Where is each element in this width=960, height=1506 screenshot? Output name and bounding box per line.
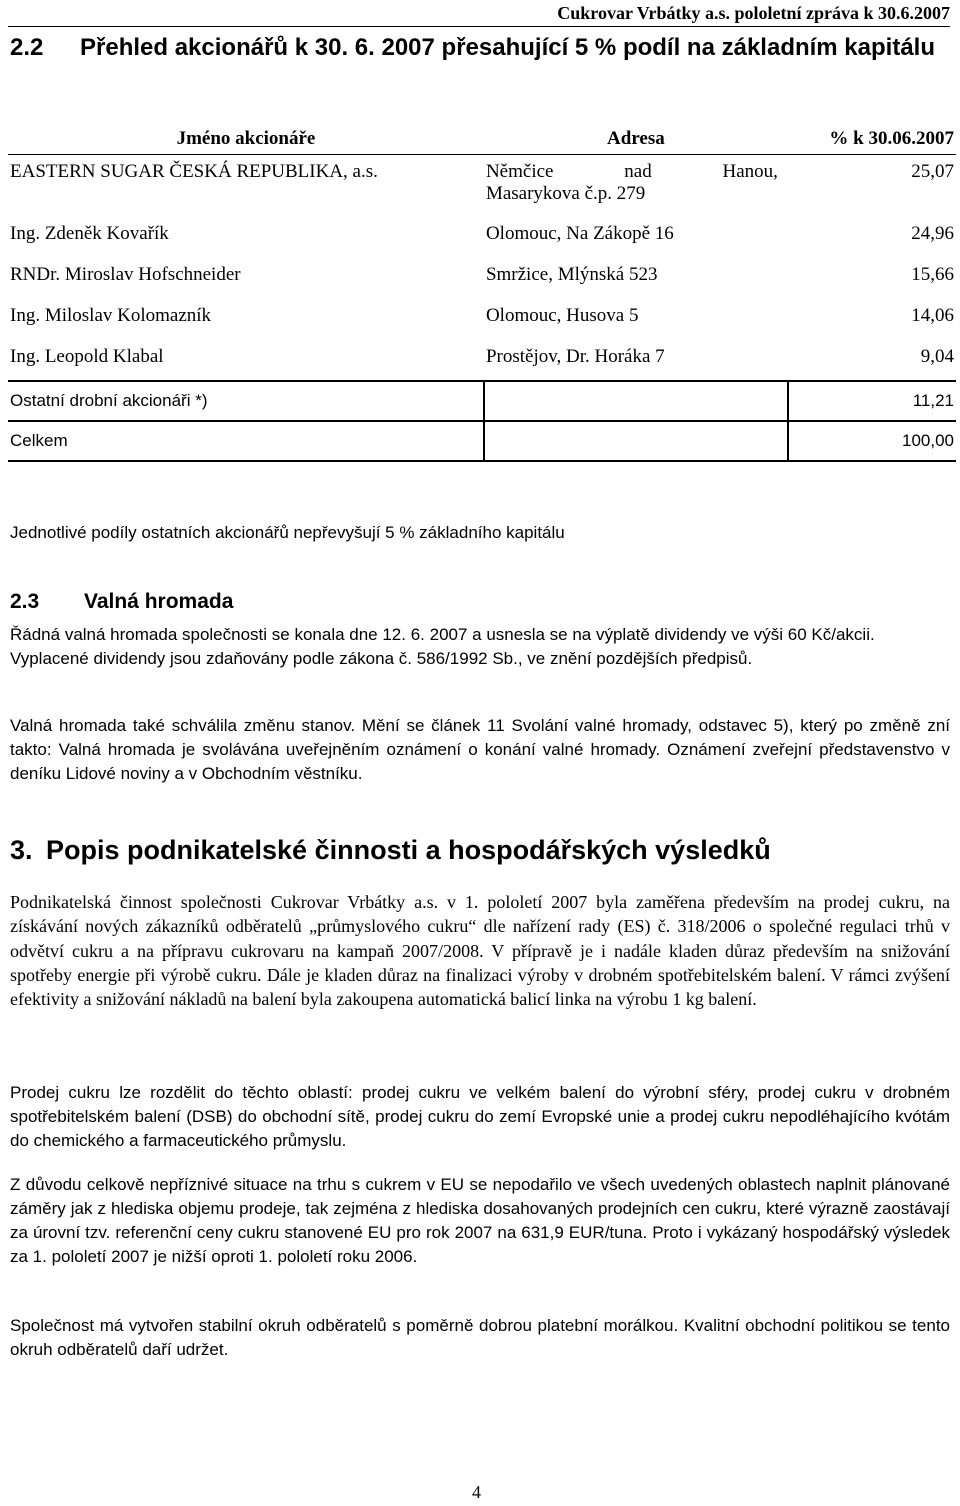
table-row — [8, 258, 956, 299]
cell-percent: 11,21 — [788, 381, 956, 421]
section-2-2-number: 2.2 — [10, 34, 44, 61]
section-3-paragraph-2: Prodej cukru lze rozdělit do těchto oblastí: prodej cukru ve velkém balení do výrobní sféry, prodej cukru v drobném spotřebitelském balení (DSB) do obchodní sítě, prodej cukru do zemí Evropské unie a prodej cukru nepodléhajícího kvótám do chemického a farmaceutického průmyslu. — [10, 1083, 950, 1150]
section-2-2-title: Přehled akcionářů k 30. 6. 2007 přesahující 5 % podíl na základním kapitálu — [80, 34, 935, 61]
cell-percent: 14,06 — [911, 304, 954, 326]
cell-address: Olomouc, Husova 5 — [485, 304, 639, 326]
header-address: Adresa — [484, 128, 788, 155]
cell-name: Celkem — [8, 421, 484, 461]
shareholders-table — [8, 128, 956, 462]
table-row-others — [8, 381, 956, 421]
table-row — [8, 155, 956, 217]
cell-name: Ing. Leopold Klabal — [8, 340, 484, 381]
address-part: Němčice — [485, 161, 554, 182]
cell-name: Ing. Zdeněk Kovařík — [10, 222, 169, 244]
cell-percent: 100,00 — [788, 421, 956, 461]
cell-address-empty — [484, 381, 788, 421]
section-2-3-heading — [10, 590, 233, 614]
header-rule — [8, 26, 950, 27]
cell-percent: 24,96 — [911, 222, 954, 244]
page-number: 4 — [472, 1482, 481, 1502]
header-percent: % k 30.06.2007 — [788, 128, 956, 155]
section-2-3-paragraph-1: Řádná valná hromada společnosti se konala dne 12. 6. 2007 a usnesla se na výplatě dividendy ve výši 60 Kč/akcii. Vyplacené dividendy jsou zdaňovány podle zákona č. 586/1992 Sb., ve znění pozdějších předpisů. — [10, 625, 875, 668]
section-2-3-title: Valná hromada — [84, 590, 234, 613]
cell-percent: 9,04 — [788, 340, 956, 381]
table-header-row — [8, 128, 956, 155]
section-2-3-paragraph-2: Valná hromada také schválila změnu stanov. Mění se článek 11 Svolání valné hromady, odstavec 5), který po změně zní takto: Valná hromada je svolávána uveřejněním oznámení o konání valné hromady. Oznámení zveřejní představenstvo v deníku Lidové noviny a v Obchodním věstníku. — [10, 716, 950, 783]
table-row — [8, 299, 956, 340]
running-header: Cukrovar Vrbátky a.s. pololetní zpráva k 30.6.2007 — [557, 3, 950, 23]
table-row-total — [8, 421, 956, 461]
section-3-paragraph-3: Z důvodu celkově nepříznivé situace na trhu s cukrem v EU se nepodařilo ve všech uvedených oblastech naplnit plánované záměry jak z hlediska objemu prodeje, tak zejména z hlediska dosahovaných prodejních cen cukru, které výrazně zaostávají za úrovní tzv. referenční ceny cukru stanovené EU pro rok 2007 na 631,9 EUR/tuna. Proto i vykázaný hospodářský výsledek za 1. pololetí 2007 je nižší oproti 1. pololetí roku 2006. — [10, 1175, 950, 1266]
cell-name: Ing. Miloslav Kolomazník — [10, 304, 212, 326]
section-2-2-heading — [10, 32, 950, 63]
header-name: Jméno akcionáře — [8, 128, 484, 155]
cell-address-empty — [484, 421, 788, 461]
cell-name: Ostatní drobní akcionáři *) — [8, 381, 484, 421]
section-2-3-number: 2.3 — [10, 590, 40, 613]
section-3-paragraph-4: Společnost má vytvořen stabilní okruh odběratelů s poměrně dobrou platební morálkou. Kvalitní obchodní politikou se tento okruh odběratelů daří udržet. — [10, 1316, 950, 1359]
cell-name: EASTERN SUGAR ČESKÁ REPUBLIKA, a.s. — [10, 161, 378, 182]
cell-address — [484, 155, 788, 217]
address-line-2: Masarykova č.p. 279 — [485, 183, 646, 204]
cell-address: Prostějov, Dr. Horáka 7 — [484, 340, 788, 381]
table-footnote: Jednotlivé podíly ostatních akcionářů nepřevyšují 5 % základního kapitálu — [10, 523, 565, 542]
address-part: Hanou, — [722, 161, 778, 182]
cell-percent: 15,66 — [911, 263, 954, 285]
section-3-heading — [10, 835, 771, 866]
section-3-paragraph-1: Podnikatelská činnost společnosti Cukrovar Vrbátky a.s. v 1. pololetí 2007 byla zaměřena především na prodej cukru, na získávání nových zákazníků odběratelů „průmyslového cukru“ dle nařízení rady (ES) č. 318/2006 o společné regulaci trhů v odvětví cukru a na přípravu cukrovaru na kampaň 2007/2008. V přípravě je i nadále kladen důraz především na snižování spotřeby energie při výrobě cukru. Dále je kladen důraz na finalizaci výroby v drobném spotřebitelském balení. V rámci zvýšení efektivity a snižování nákladů na balení byla zakoupena automatická balicí linka na výrobu 1 kg balení. — [10, 892, 950, 1010]
table-row — [8, 217, 956, 258]
section-3-title: Popis podnikatelské činnosti a hospodářských výsledků — [46, 835, 771, 865]
table-row — [8, 340, 956, 381]
cell-address: Olomouc, Na Zákopě 16 — [485, 222, 674, 244]
cell-address: Smržice, Mlýnská 523 — [485, 263, 658, 285]
address-part: nad — [624, 161, 652, 182]
cell-name: RNDr. Miroslav Hofschneider — [10, 263, 241, 285]
cell-percent: 25,07 — [911, 161, 954, 182]
section-3-number: 3. — [10, 835, 33, 865]
